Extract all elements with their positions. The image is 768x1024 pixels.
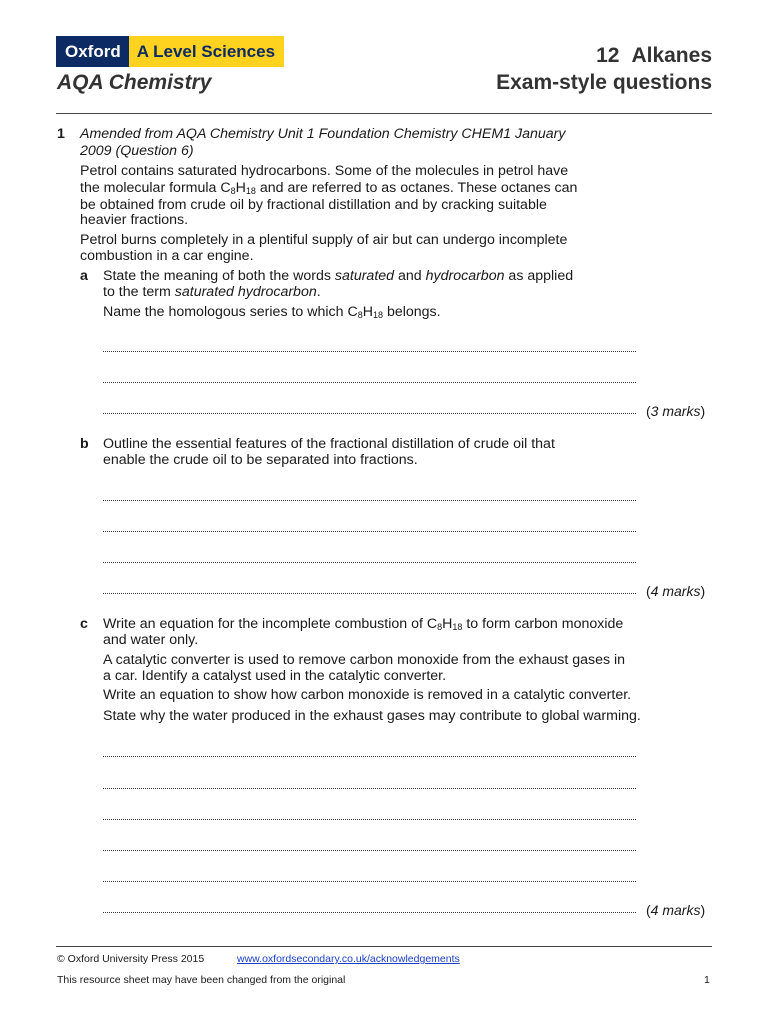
acknowledgements-link[interactable]: www.oxfordsecondary.co.uk/acknowledgements (237, 953, 460, 965)
part-c-line-2: and water only. (103, 632, 199, 648)
part-b-label: b (80, 436, 89, 452)
question-number: 1 (57, 126, 65, 142)
chapter-title: Alkanes (631, 44, 712, 67)
part-b-marks: (4 marks) (646, 583, 706, 599)
intro2-line-2: combustion in a car engine. (80, 248, 254, 264)
logo-series: A Level Sciences (129, 36, 284, 67)
intro-line-1: Petrol contains saturated hydrocarbons. Some of the molecules in petrol have (80, 163, 569, 179)
page-number: 1 (704, 974, 710, 986)
part-a-label: a (80, 268, 88, 284)
answer-line[interactable] (103, 500, 636, 501)
chapter-heading (596, 44, 712, 68)
answer-line[interactable] (103, 351, 636, 352)
answer-line[interactable] (103, 788, 636, 789)
part-c-label: c (80, 616, 88, 632)
part-a-line-1: State the meaning of both the words saturated and hydrocarbon as applied (103, 268, 574, 284)
part-c-line-4: a car. Identify a catalyst used in the catalytic converter. (103, 668, 447, 684)
chapter-number: 12 (596, 44, 620, 67)
intro-line-4: heavier fractions. (80, 212, 189, 228)
question-source-line-1: Amended from AQA Chemistry Unit 1 Foundation Chemistry CHEM1 January (80, 126, 566, 142)
header-divider (56, 113, 712, 114)
answer-line[interactable] (103, 912, 636, 913)
part-a-line-2: to the term saturated hydrocarbon. (103, 284, 321, 300)
question-source-line-2: 2009 (Question 6) (80, 143, 194, 159)
answer-line[interactable] (103, 819, 636, 820)
part-c-line-3: A catalytic converter is used to remove carbon monoxide from the exhaust gases in (103, 652, 626, 668)
footer-copyright: © Oxford University Press 2015 (57, 953, 205, 965)
part-b-line-2: enable the crude oil to be separated into fractions. (103, 452, 418, 468)
answer-line[interactable] (103, 881, 636, 882)
answer-line[interactable] (103, 382, 636, 383)
intro2-line-1: Petrol burns completely in a plentiful supply of air but can undergo incomplete (80, 232, 568, 248)
part-b-line-1: Outline the essential features of the fractional distillation of crude oil that (103, 436, 555, 452)
footer-note: This resource sheet may have been changed from the original (57, 974, 346, 986)
part-c-line-6: State why the water produced in the exhaust gases may contribute to global warming. (103, 708, 641, 724)
answer-line[interactable] (103, 850, 636, 851)
part-a-line-3: Name the homologous series to which $C_8H_{18}$ belongs. (103, 304, 441, 320)
footer-divider (56, 946, 712, 947)
answer-line[interactable] (103, 756, 636, 757)
answer-line[interactable] (103, 562, 636, 563)
answer-line[interactable] (103, 531, 636, 532)
answer-line[interactable] (103, 413, 636, 414)
subject-title: AQA Chemistry (57, 71, 212, 94)
intro-line-2: the molecular formula $C_8H_{18}$ and are referred to as octanes. These octanes can (80, 180, 578, 196)
part-c-line-1: Write an equation for the incomplete combustion of $C_8H_{18}$ to form carbon monoxide (103, 616, 624, 632)
logo-oxford: Oxford (56, 36, 129, 67)
part-c-line-5: Write an equation to show how carbon monoxide is removed in a catalytic converter. (103, 687, 632, 703)
document-type: Exam-style questions (496, 71, 712, 94)
part-a-marks: (3 marks) (646, 403, 706, 419)
part-c-marks: (4 marks) (646, 902, 706, 918)
answer-line[interactable] (103, 593, 636, 594)
publisher-logo (56, 36, 284, 67)
intro-line-3: be obtained from crude oil by fractional distillation and by cracking suitable (80, 197, 547, 213)
